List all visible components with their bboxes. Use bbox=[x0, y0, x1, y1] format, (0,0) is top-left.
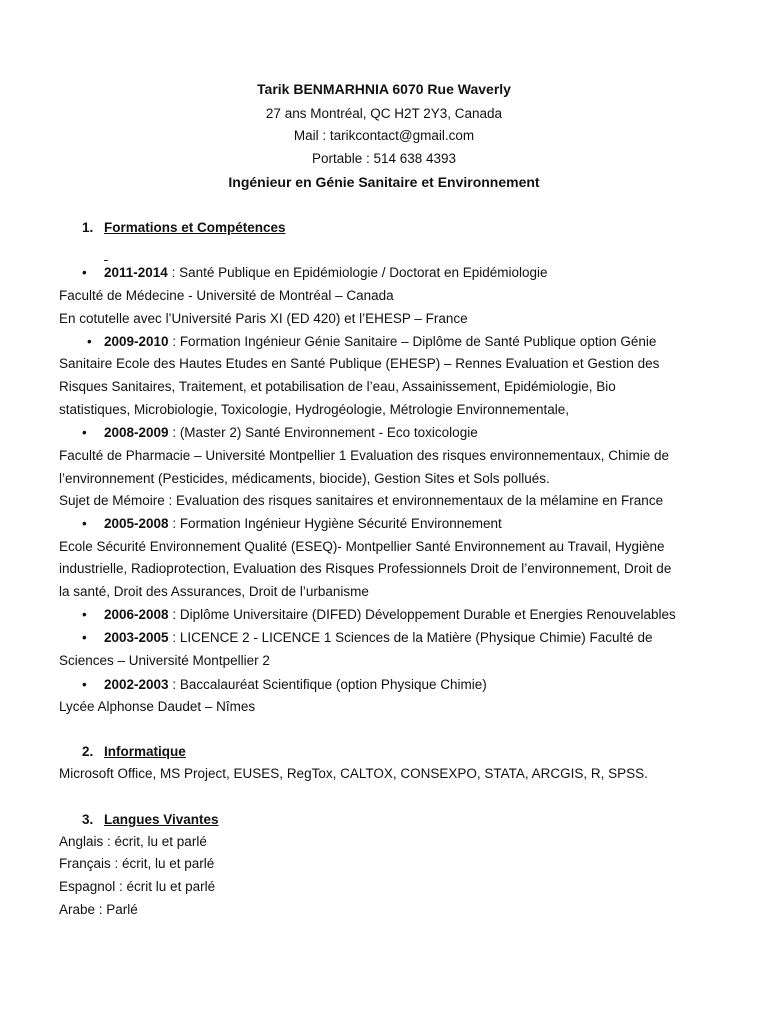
bullet-icon: • bbox=[82, 630, 87, 645]
header-address: 27 ans Montréal, QC H2T 2Y3, Canada bbox=[265, 106, 503, 121]
item-detail-line: statistiques, Microbiologie, Toxicologie, Hydrogéologie, Métrologie Environnementale, bbox=[59, 402, 570, 417]
item-detail-line: la santé, Droit des Assurances, Droit de l’urbanisme bbox=[59, 584, 369, 599]
item-detail-line: Faculté de Pharmacie – Université Montpellier 1 Evaluation des risques environnementaux, Chimie de bbox=[59, 448, 670, 463]
section-langues-heading bbox=[82, 812, 219, 827]
item-text: : Diplôme Universitaire (DIFED) Développement Durable et Energies Renouvelables bbox=[168, 607, 676, 622]
item-years: 2011-2014 bbox=[104, 265, 168, 280]
header-phone: Portable : 514 638 4393 bbox=[311, 151, 457, 166]
item-text: : (Master 2) Santé Environnement - Eco toxicologie bbox=[168, 425, 478, 440]
item-detail-line: Ecole Sécurité Environnement Qualité (ESEQ)- Montpellier Santé Environnement au Travail, Hygiène bbox=[59, 539, 665, 554]
item-detail-line: En cotutelle avec l’Université Paris XI (ED 420) et l’EHESP – France bbox=[59, 311, 468, 326]
item-text: : Formation Ingénieur Génie Sanitaire – Diplôme de Santé Publique option Génie bbox=[168, 334, 657, 349]
item-years: 2008-2009 bbox=[104, 425, 169, 440]
bullet-icon: • bbox=[82, 516, 87, 531]
item-detail-line: Sujet de Mémoire : Evaluation des risques sanitaires et environnementaux de la mélamine en France bbox=[59, 493, 664, 508]
section-number: 3. bbox=[82, 812, 94, 827]
section-number: 2. bbox=[82, 744, 94, 759]
header-name-address: Tarik BENMARHNIA 6070 Rue Waverly bbox=[257, 81, 511, 97]
bullet-icon: • bbox=[82, 677, 87, 692]
language-line: Espagnol : écrit lu et parlé bbox=[59, 879, 216, 894]
item-text: : Baccalauréat Scientifique (option Physique Chimie) bbox=[168, 677, 487, 692]
item-years: 2003-2005 bbox=[104, 630, 169, 645]
bullet-icon: • bbox=[82, 265, 87, 280]
item-text: : Santé Publique en Epidémiologie / Doctorat en Epidémiologie bbox=[167, 265, 548, 280]
item-text: : Formation Ingénieur Hygiène Sécurité Environnement bbox=[168, 516, 502, 531]
item-years: 2002-2003 bbox=[104, 677, 169, 692]
section-title: Langues Vivantes bbox=[104, 812, 219, 827]
item-years: 2009-2010 bbox=[104, 334, 169, 349]
section-title: Formations et Compétences bbox=[104, 220, 286, 235]
header-job-title: Ingénieur en Génie Sanitaire et Environnement bbox=[228, 174, 540, 190]
header-mail: Mail : tarikcontact@gmail.com bbox=[293, 128, 475, 143]
bullet-icon: • bbox=[87, 334, 92, 349]
item-detail-line: Risques Sanitaires, Traitement, et potabilisation de l’eau, Assainissement, Epidémiologie, Bio bbox=[59, 379, 616, 394]
item-detail-line: Faculté de Médecine - Université de Montréal – Canada bbox=[59, 288, 394, 303]
item-detail-line: l’environnement (Pesticides, médicaments, biocide), Gestion Sites et Sols pollués. bbox=[59, 471, 550, 486]
language-line: Anglais : écrit, lu et parlé bbox=[59, 834, 207, 849]
informatique-text: Microsoft Office, MS Project, EUSES, RegTox, CALTOX, CONSEXPO, STATA, ARCGIS, R, SPSS. bbox=[59, 766, 648, 781]
section-informatique-heading bbox=[82, 744, 186, 759]
item-years: 2006-2008 bbox=[104, 607, 169, 622]
item-text: : LICENCE 2 - LICENCE 1 Sciences de la Matière (Physique Chimie) Faculté de bbox=[168, 630, 653, 645]
item-detail-line: Lycée Alphonse Daudet – Nîmes bbox=[59, 699, 256, 714]
item-detail-line: Sanitaire Ecole des Hautes Etudes en Santé Publique (EHESP) – Rennes Evaluation et Gestion des bbox=[59, 356, 660, 371]
language-line: Arabe : Parlé bbox=[59, 902, 138, 917]
section-number: 1. bbox=[82, 220, 94, 235]
bullet-icon: • bbox=[82, 425, 87, 440]
empty-underlined-line bbox=[104, 247, 108, 262]
item-detail-line: Sciences – Université Montpellier 2 bbox=[59, 653, 270, 668]
item-years: 2005-2008 bbox=[104, 516, 169, 531]
bullet-icon: • bbox=[82, 607, 87, 622]
item-detail-line: industrielle, Radioprotection, Evaluation des Risques Professionnels Droit de l’environnement, Droit de bbox=[59, 561, 672, 576]
section-formations-heading bbox=[82, 220, 286, 235]
language-line: Français : écrit, lu et parlé bbox=[59, 856, 215, 871]
section-title: Informatique bbox=[104, 744, 186, 759]
